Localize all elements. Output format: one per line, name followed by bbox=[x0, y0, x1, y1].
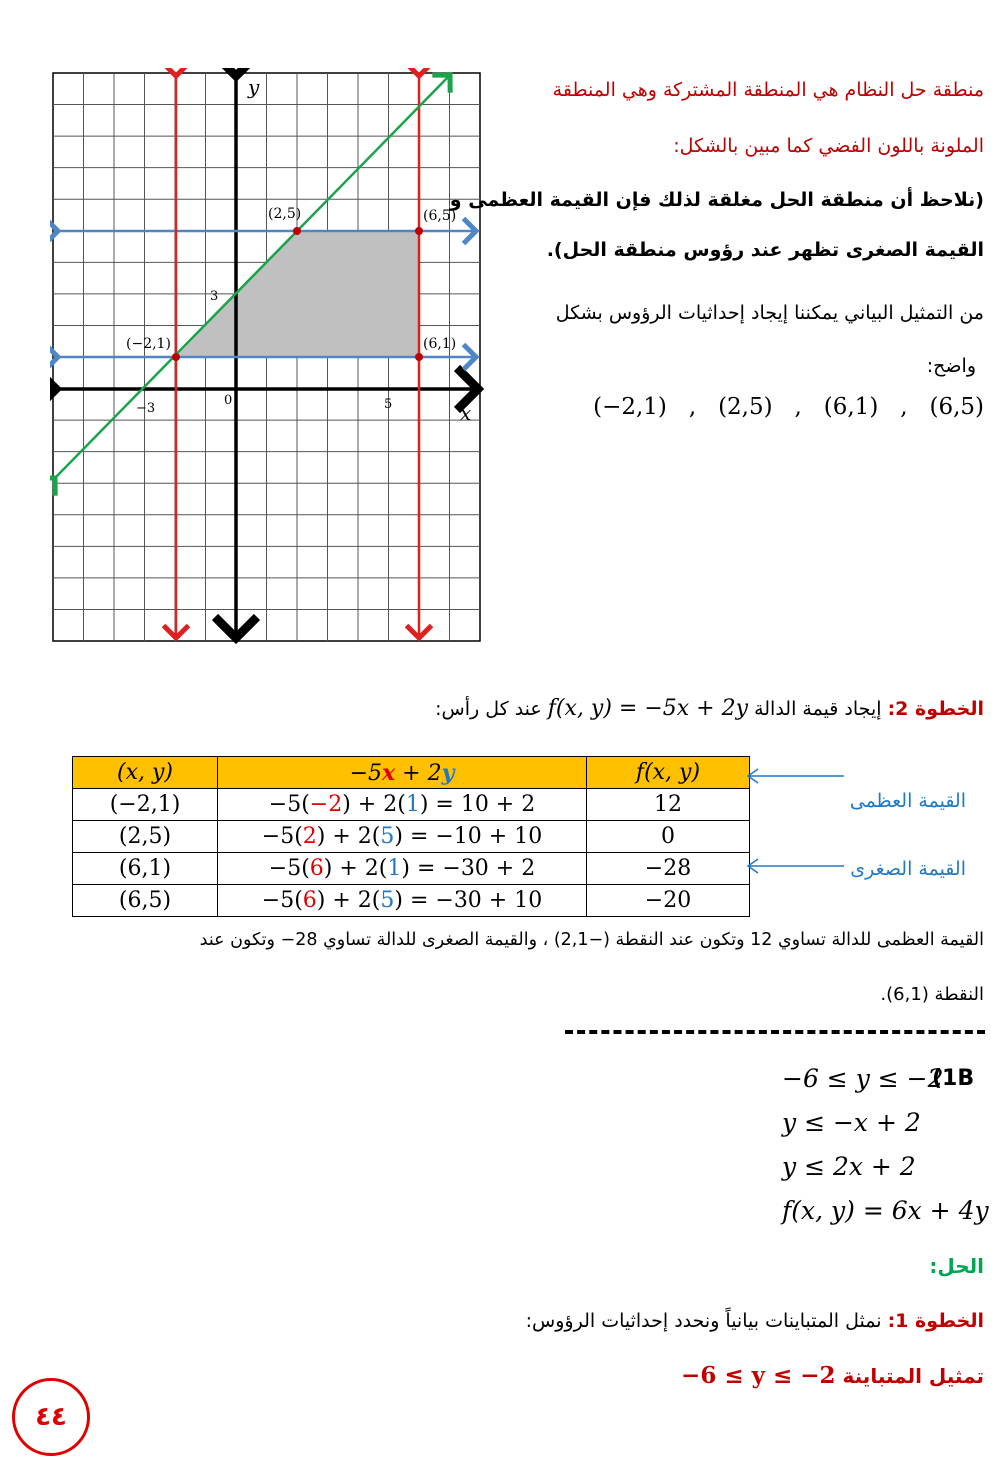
min-label: القيمة الصغرى bbox=[850, 858, 966, 880]
table-header-row bbox=[73, 757, 750, 789]
max-label: القيمة العظمى bbox=[849, 790, 966, 812]
solution-region-text-2: الملونة باللون الفضي كما مبين بالشكل: bbox=[673, 135, 984, 157]
calc-x: −2 bbox=[309, 792, 343, 817]
step2-formula: f(x, y) = −5x + 2y bbox=[547, 696, 749, 721]
header-point: (x, y) bbox=[73, 757, 218, 789]
vertex-6-1 bbox=[415, 353, 423, 361]
row-point: (2,5) bbox=[73, 821, 218, 853]
tick-x-5: 5 bbox=[384, 397, 393, 412]
vertex-label-neg2-1: (−2,1) bbox=[126, 336, 171, 352]
calc-x: 2 bbox=[302, 824, 317, 849]
row-point: (6,5) bbox=[73, 885, 218, 917]
row-calc: −5(−2) + 2(1) = 10 + 2 bbox=[218, 789, 587, 821]
step1-line bbox=[526, 1310, 984, 1332]
section-divider bbox=[565, 1030, 985, 1034]
inequality-2: y ≤ −x + 2 bbox=[782, 1108, 921, 1137]
max-arrow bbox=[744, 766, 844, 786]
table-row bbox=[73, 821, 750, 853]
calc-y: 1 bbox=[405, 792, 420, 817]
header-value: f(x, y) bbox=[587, 757, 750, 789]
calc-rest: = −10 + 10 bbox=[409, 824, 543, 849]
represent-inequality: −6 ≤ y ≤ −2 bbox=[681, 1362, 836, 1389]
row-point: (−2,1) bbox=[73, 789, 218, 821]
values-table-wrap bbox=[72, 756, 750, 917]
table-row bbox=[73, 789, 750, 821]
vertices-intro-2: واضح: bbox=[926, 355, 976, 377]
x-axis-label: x bbox=[460, 401, 472, 425]
row-calc: −5(2) + 2(5) = −10 + 10 bbox=[218, 821, 587, 853]
vertex-label-6-5: (6,5) bbox=[423, 208, 457, 224]
table-row bbox=[73, 853, 750, 885]
header-expression: −5x + 2y bbox=[218, 757, 587, 789]
calc-x: 6 bbox=[309, 856, 324, 881]
y-axis-label: y bbox=[248, 75, 260, 99]
row-calc: −5(6) + 2(5) = −30 + 10 bbox=[218, 885, 587, 917]
row-value: 0 bbox=[587, 821, 750, 853]
step1-text: نمثل المتباينات بيانياً ونحدد إحداثيات الرؤوس: bbox=[525, 1310, 882, 1332]
solution-label: الحل: bbox=[929, 1254, 984, 1278]
calc-y: 1 bbox=[387, 856, 402, 881]
tick-y-3: 3 bbox=[210, 289, 219, 304]
row-value: 12 bbox=[587, 789, 750, 821]
calc-rest: = −30 + 2 bbox=[416, 856, 536, 881]
row-point: (6,1) bbox=[73, 853, 218, 885]
objective-function: f(x, y) = 6x + 4y bbox=[782, 1196, 989, 1225]
step2-suffix: عند كل رأس: bbox=[435, 698, 542, 720]
calc-y: 5 bbox=[380, 888, 395, 913]
tick-x-neg3: −3 bbox=[136, 401, 156, 416]
step2-text: إيجاد قيمة الدالة bbox=[754, 698, 882, 720]
represent-line bbox=[681, 1362, 984, 1389]
coordinate-graph bbox=[50, 68, 486, 648]
closed-region-note-1: (نلاحظ أن منطقة الحل مغلقة لذلك فإن القيمة العظمى و bbox=[449, 189, 984, 211]
inequality-3: y ≤ 2x + 2 bbox=[782, 1152, 916, 1181]
row-calc: −5(6) + 2(1) = −30 + 2 bbox=[218, 853, 587, 885]
conclusion-line-2: النقطة (6,1). bbox=[880, 984, 984, 1005]
step2-line bbox=[435, 696, 984, 721]
row-value: −28 bbox=[587, 853, 750, 885]
calc-rest: = −30 + 10 bbox=[409, 888, 543, 913]
page-number: ٤٤ bbox=[35, 1402, 67, 1432]
page-number-badge bbox=[12, 1378, 90, 1456]
step1-label: الخطوة 1: bbox=[887, 1310, 984, 1332]
calc-rest: = 10 + 2 bbox=[435, 792, 536, 817]
calc-y: 5 bbox=[380, 824, 395, 849]
vertex-label-6-1: (6,1) bbox=[423, 336, 457, 352]
calc-x: 6 bbox=[302, 888, 317, 913]
tick-origin: 0 bbox=[224, 393, 233, 408]
row-value: −20 bbox=[587, 885, 750, 917]
min-arrow bbox=[744, 856, 844, 876]
vertex-label-2-5: (2,5) bbox=[268, 206, 302, 222]
vertex-2-5 bbox=[293, 227, 301, 235]
vertices-list: (−2,1) , (2,5) , (6,1) , (6,5) bbox=[593, 394, 984, 420]
vertex-neg2-1 bbox=[172, 353, 180, 361]
conclusion-line-1: القيمة العظمى للدالة تساوي 12 وتكون عند النقطة (−2,1) ، والقيمة الصغرى للدالة تساوي 28− وتكون عند bbox=[199, 930, 984, 950]
vertices-intro-1: من التمثيل البياني يمكننا إيجاد إحداثيات الرؤوس بشكل bbox=[555, 302, 984, 324]
vertex-6-5 bbox=[415, 227, 423, 235]
values-table bbox=[72, 756, 750, 917]
represent-label: تمثيل المتباينة bbox=[842, 1364, 984, 1388]
solution-region-text-1: منطقة حل النظام هي المنطقة المشتركة وهي المنطقة bbox=[552, 79, 984, 101]
step2-label: الخطوة 2: bbox=[887, 698, 984, 720]
closed-region-note-2: القيمة الصغرى تظهر عند رؤوس منطقة الحل). bbox=[546, 239, 984, 261]
inequality-1: −6 ≤ y ≤ −2 bbox=[782, 1064, 944, 1093]
table-row bbox=[73, 885, 750, 917]
problem-label: (1B bbox=[932, 1066, 975, 1091]
